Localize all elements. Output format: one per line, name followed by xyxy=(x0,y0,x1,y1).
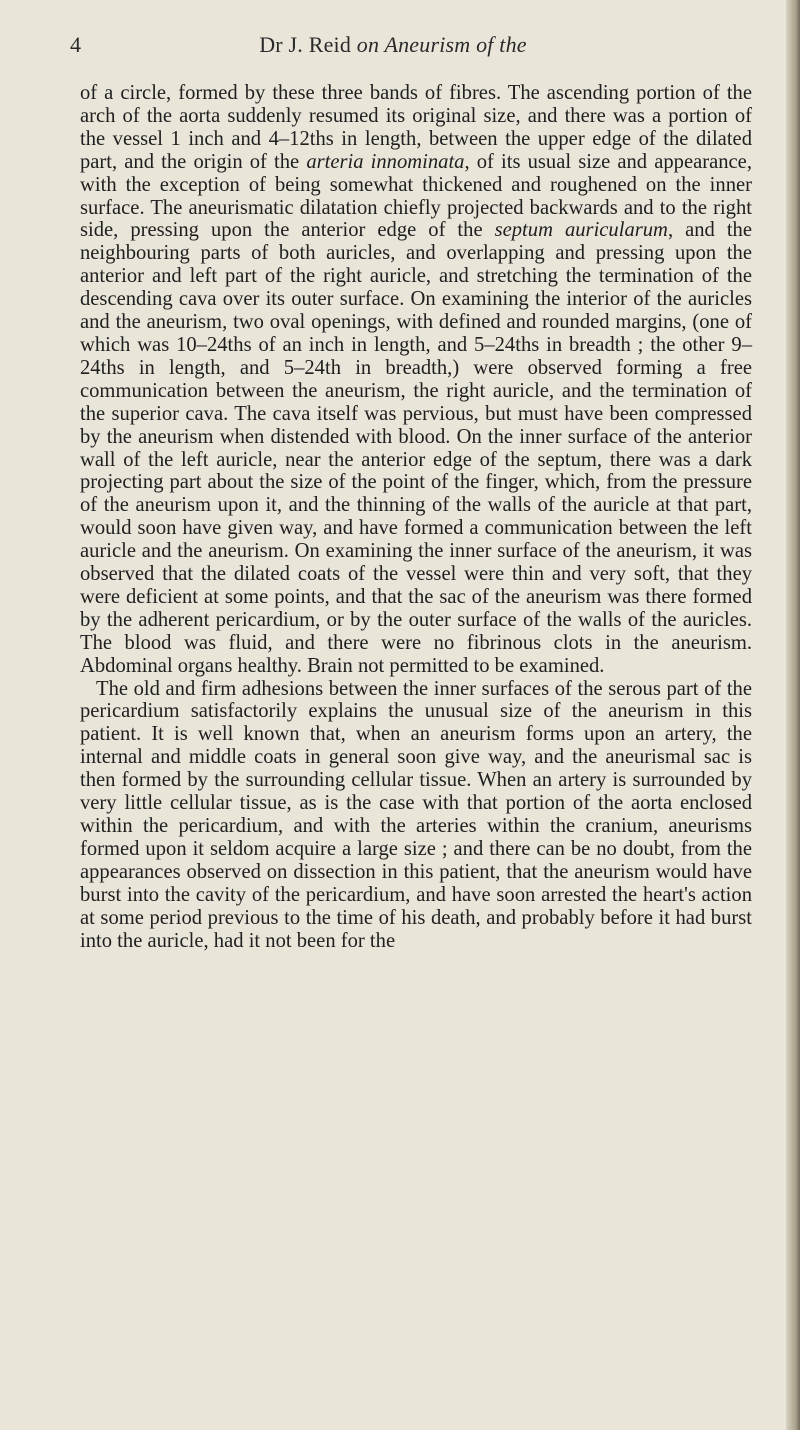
page-number: 4 xyxy=(70,32,81,57)
body-text xyxy=(80,82,752,952)
italic-term-septum-auricularum: septum auricularum xyxy=(494,219,668,242)
running-head-title: on Aneurism of the xyxy=(356,32,527,57)
text-segment: of a circle, formed by these three bands of fibres. The ascending portion of the arch of the aorta suddenly resumed its original size, and there was a portion of the vessel 1 inch and 4–12ths in length, between the upper edge of the dilated part, and the origin of the xyxy=(80,82,752,173)
paragraph-1 xyxy=(80,82,752,678)
text-segment: , and the neighbouring parts of both auricles, and overlapping and pressing upon the anterior and left part of the right auricle, and stretching the termination of the descending cava over its outer surface. On examining the interior of the auricles and the aneurism, two oval openings, with defined and rounded margins, (one of which was 10–24ths of an inch in length, and 5–24ths in breadth ; the other 9–24ths in length, and 5–24th in breadth,) were observed forming a free communication between the aneurism, the right auricle, and the termination of the superior cava. The cava itself was pervious, but must have been compressed by the aneurism when distended with blood. On the inner surface of the anterior wall of the left auricle, near the anterior edge of the septum, there was a dark projecting part about the size of the point of the finger, which, from the pressure of the aneurism upon it, and the thinning of the walls of the auricle at that part, would soon have given way, and have formed a communication between the left auricle and the aneurism. On examining the inner surface of the aneurism, it was observed that the dilated coats of the vessel were thin and very soft, that they were deficient at some points, and that the sac of the aneurism was there formed by the adherent pericardium, or by the outer surface of the walls of the auricles. The blood was fluid, and there were no fibrinous clots in the aneurism. Abdominal organs healthy. Brain not permitted to be examined. xyxy=(80,219,752,677)
running-head xyxy=(0,32,786,58)
page-header xyxy=(0,32,786,62)
italic-term-arteria-innominata: arteria innominata xyxy=(306,150,465,173)
text-segment: , of its usual size and appearance, with the exception of being somewhat thickened and roughened on the inner surface. The aneurismatic dilatation chiefly projected backwards and to the right side, pressing upon the anterior edge of the xyxy=(80,150,752,242)
running-head-author: Dr J. Reid xyxy=(259,32,357,57)
page-edge-shadow xyxy=(786,0,800,1430)
paragraph-2 xyxy=(80,678,752,953)
text-segment: The old and firm adhesions between the inner surfaces of the serous part of the pericardium satisfactorily explains the unusual size of the aneurism in this patient. It is well known that, when an aneurism forms upon an artery, the internal and middle coats in general soon give way, and the aneurismal sac is then formed by the surrounding cellular tissue. When an artery is surrounded by very little cellular tissue, as is the case with that portion of the aorta enclosed within the pericardium, and with the arteries within the cranium, aneurisms formed upon it seldom acquire a large size ; and there can be no doubt, from the appearances observed on dissection in this patient, that the aneurism would have burst into the cavity of the pericardium, and have soon arrested the heart's action at some period previous to the time of his death, and probably before it had burst into the auricle, had it not been for the xyxy=(80,677,752,952)
